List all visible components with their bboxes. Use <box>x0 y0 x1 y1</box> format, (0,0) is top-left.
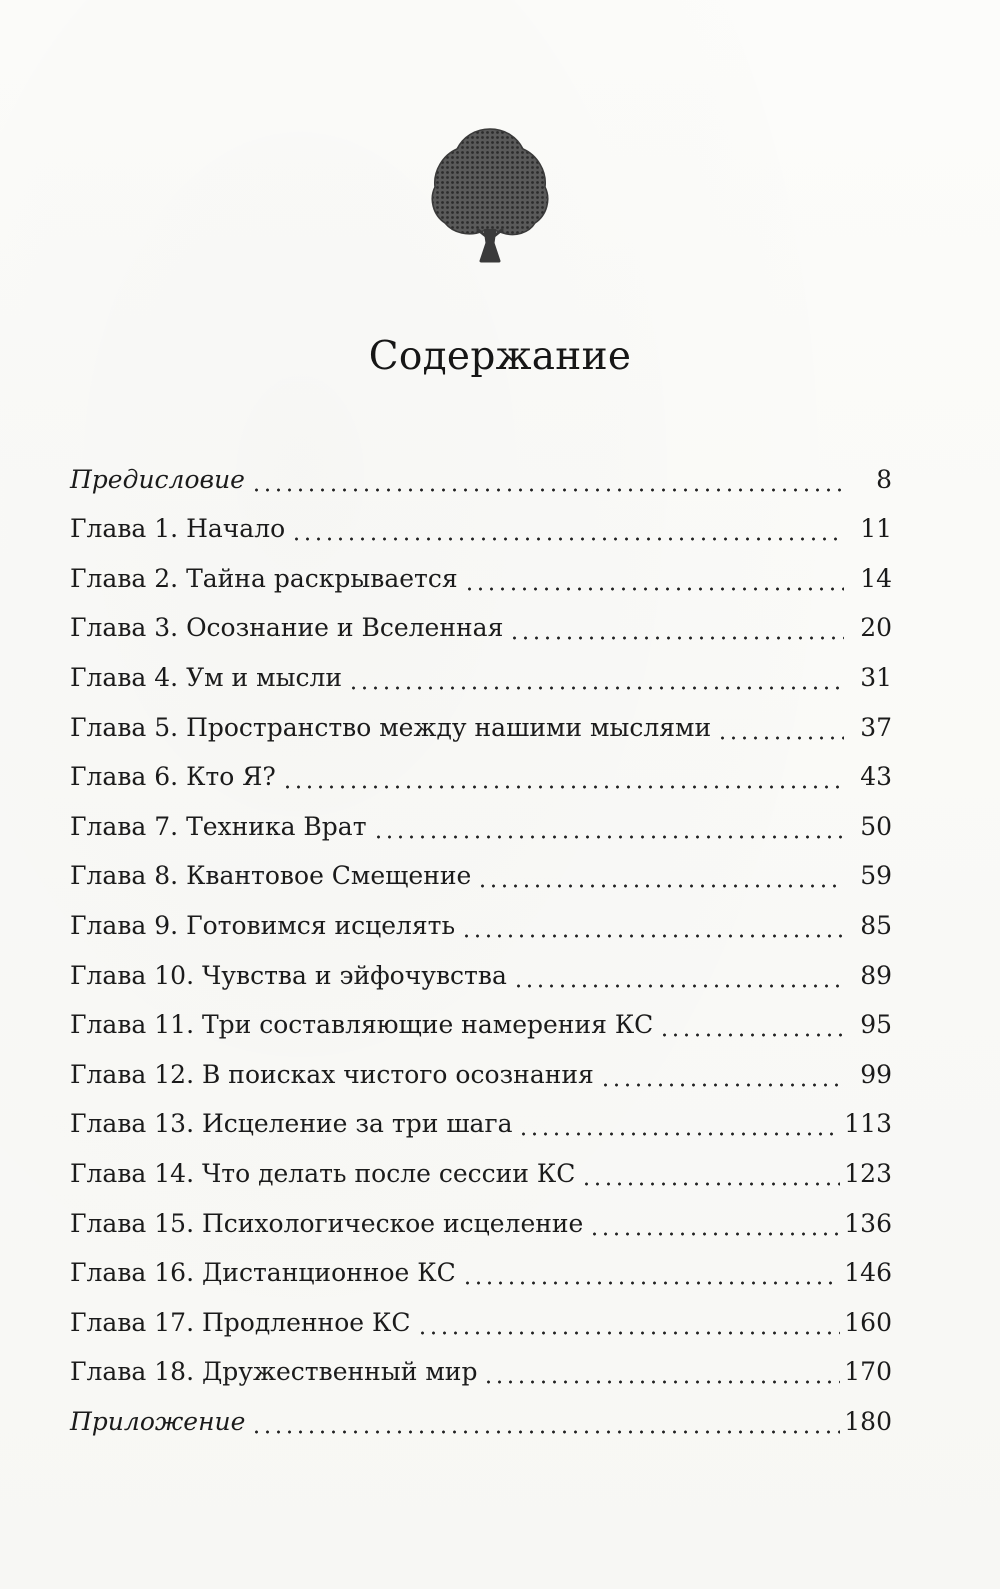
dot-leader <box>291 514 844 544</box>
dot-leader <box>518 1109 840 1139</box>
toc-entry-page-number: 85 <box>860 910 892 940</box>
toc-entry[interactable] <box>70 1139 892 1189</box>
toc-entry-label: Глава 5. Пространство между нашими мыслями <box>70 712 712 742</box>
toc-entry-label: Глава 13. Исцеление за три шага <box>70 1109 513 1139</box>
toc-entry[interactable] <box>70 1288 892 1338</box>
toc-entry-page-number: 180 <box>844 1406 892 1436</box>
table-of-contents <box>70 445 892 1437</box>
toc-entry-label: Глава 10. Чувства и эйфочувства <box>70 960 507 990</box>
dot-leader <box>483 1357 840 1387</box>
toc-entry[interactable] <box>70 544 892 594</box>
toc-entry-page-number: 31 <box>860 662 892 692</box>
toc-entry[interactable] <box>70 643 892 693</box>
tree-icon <box>425 125 555 265</box>
toc-entry[interactable] <box>70 1090 892 1140</box>
dot-leader <box>464 564 844 594</box>
dot-leader <box>477 861 844 891</box>
toc-entry-page-number: 14 <box>860 563 892 593</box>
toc-entry-label: Глава 6. Кто Я? <box>70 762 276 792</box>
toc-entry[interactable] <box>70 594 892 644</box>
dot-leader <box>462 1258 841 1288</box>
toc-entry[interactable] <box>70 693 892 743</box>
toc-entry-page-number: 99 <box>860 1059 892 1089</box>
dot-leader <box>581 1159 840 1189</box>
dot-leader <box>373 812 844 842</box>
dot-leader <box>589 1209 840 1239</box>
dot-leader <box>717 713 844 743</box>
toc-entry-label: Глава 14. Что делать после сессии КС <box>70 1158 576 1188</box>
toc-entry-page-number: 95 <box>860 1010 892 1040</box>
toc-entry[interactable] <box>70 495 892 545</box>
toc-entry-page-number: 123 <box>844 1158 892 1188</box>
toc-entry-page-number: 50 <box>860 811 892 841</box>
toc-entry-label: Глава 7. Техника Врат <box>70 811 367 841</box>
toc-entry[interactable] <box>70 743 892 793</box>
toc-entry-label: Глава 11. Три составляющие намерения КС <box>70 1010 654 1040</box>
dot-leader <box>600 1060 844 1090</box>
toc-entry-label: Глава 9. Готовимся исцелять <box>70 910 456 940</box>
dot-leader <box>251 465 844 495</box>
toc-entry-page-number: 59 <box>860 861 892 891</box>
toc-entry[interactable] <box>70 991 892 1041</box>
toc-entry[interactable] <box>70 1338 892 1388</box>
dot-leader <box>461 911 844 941</box>
toc-entry-page-number: 37 <box>860 712 892 742</box>
toc-entry-label: Глава 15. Психологическое исцеление <box>70 1208 584 1238</box>
toc-entry[interactable] <box>70 445 892 495</box>
toc-entry-page-number: 11 <box>860 514 892 544</box>
toc-entry-label: Глава 2. Тайна раскрывается <box>70 563 458 593</box>
toc-entry-page-number: 43 <box>860 762 892 792</box>
dot-leader <box>282 762 844 792</box>
toc-entry[interactable] <box>70 1387 892 1437</box>
toc-entry[interactable] <box>70 1239 892 1289</box>
dot-leader <box>417 1308 841 1338</box>
dot-leader <box>251 1407 840 1437</box>
toc-entry[interactable] <box>70 1189 892 1239</box>
toc-entry-page-number: 89 <box>860 960 892 990</box>
toc-entry-page-number: 160 <box>844 1307 892 1337</box>
dot-leader <box>513 961 844 991</box>
toc-entry-label: Глава 8. Квантовое Смещение <box>70 861 472 891</box>
toc-entry-page-number: 146 <box>844 1258 892 1288</box>
toc-entry-label: Глава 18. Дружественный мир <box>70 1357 478 1387</box>
toc-entry-page-number: 136 <box>844 1208 892 1238</box>
toc-entry-page-number: 20 <box>860 613 892 643</box>
toc-entry[interactable] <box>70 792 892 842</box>
toc-entry[interactable] <box>70 941 892 991</box>
toc-entry[interactable] <box>70 842 892 892</box>
toc-entry-label: Глава 4. Ум и мысли <box>70 662 343 692</box>
toc-entry-label: Глава 3. Осознание и Вселенная <box>70 613 504 643</box>
dot-leader <box>348 663 844 693</box>
toc-entry-label: Глава 1. Начало <box>70 514 286 544</box>
toc-entry-page-number: 170 <box>844 1357 892 1387</box>
toc-entry-label: Глава 16. Дистанционное КС <box>70 1258 456 1288</box>
toc-entry[interactable] <box>70 1040 892 1090</box>
toc-entry-label: Глава 17. Продленное КС <box>70 1307 411 1337</box>
toc-entry[interactable] <box>70 891 892 941</box>
toc-entry-page-number: 8 <box>876 464 892 494</box>
toc-entry-label: Предисловие <box>70 464 245 494</box>
dot-leader <box>659 1010 844 1040</box>
toc-entry-label: Глава 12. В поисках чистого осознания <box>70 1059 594 1089</box>
page-title: Содержание <box>368 334 632 380</box>
dot-leader <box>509 613 844 643</box>
toc-entry-page-number: 113 <box>844 1109 892 1139</box>
toc-entry-label: Приложение <box>70 1406 246 1436</box>
